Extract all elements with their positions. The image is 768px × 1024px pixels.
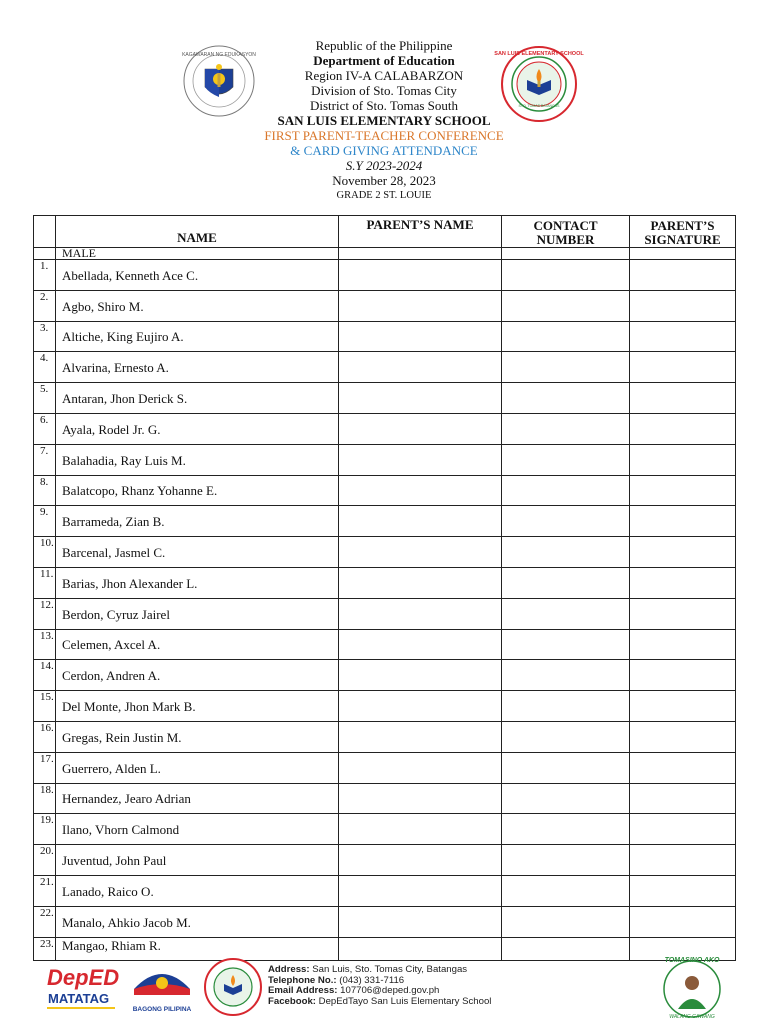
row-number: 4. — [34, 352, 56, 383]
badge-bottom-text: WALANG GAWANG — [669, 1014, 715, 1020]
header-grade-section: GRADE 2 ST. LOUIE — [336, 190, 432, 201]
row-number: 5. — [34, 383, 56, 414]
document-footer — [0, 953, 768, 1024]
footer-school-logo — [203, 957, 263, 1017]
parent-name-cell[interactable] — [339, 321, 502, 352]
header-event-title: FIRST PARENT-TEACHER CONFERENCE — [264, 128, 504, 143]
row-number: 12. — [34, 598, 56, 629]
phone-value: (043) 331-7116 — [339, 974, 405, 986]
signature-cell[interactable] — [630, 413, 736, 444]
signature-cell[interactable] — [630, 660, 736, 691]
signature-cell[interactable] — [630, 290, 736, 321]
header-division: Division of Sto. Tomas City — [311, 83, 457, 98]
student-name: Altiche, King Eujiro A. — [56, 321, 339, 352]
contact-number-cell[interactable] — [502, 537, 630, 568]
parent-name-cell[interactable] — [339, 290, 502, 321]
row-number: 19. — [34, 814, 56, 845]
table-row — [34, 537, 736, 568]
header-school-year: S.Y 2023-2024 — [345, 158, 423, 173]
signature-cell[interactable] — [630, 752, 736, 783]
row-number: 11. — [34, 567, 56, 598]
signature-cell[interactable] — [630, 321, 736, 352]
table-row — [34, 906, 736, 937]
table-row — [34, 845, 736, 876]
table-row — [34, 814, 736, 845]
row-number: 23. — [34, 937, 56, 960]
student-name: Alvarina, Ernesto A. — [56, 352, 339, 383]
parent-name-cell[interactable] — [339, 260, 502, 291]
student-name: Balahadia, Ray Luis M. — [56, 444, 339, 475]
parent-name-cell[interactable] — [339, 845, 502, 876]
row-number: 17. — [34, 752, 56, 783]
table-row — [34, 506, 736, 537]
row-number: 13. — [34, 629, 56, 660]
row-number: 7. — [34, 444, 56, 475]
student-name: Guerrero, Alden L. — [56, 752, 339, 783]
contact-number-cell[interactable] — [502, 783, 630, 814]
row-number: 1. — [34, 260, 56, 291]
signature-cell[interactable] — [630, 383, 736, 414]
footer-contact-block — [268, 965, 491, 1007]
table-row — [34, 321, 736, 352]
student-name: Juventud, John Paul — [56, 845, 339, 876]
col-header-contact — [502, 216, 630, 248]
contact-number-cell[interactable] — [502, 260, 630, 291]
table-row — [34, 783, 736, 814]
contact-number-cell[interactable] — [502, 290, 630, 321]
parent-name-cell[interactable] — [339, 537, 502, 568]
parent-name-cell[interactable] — [339, 691, 502, 722]
table-row — [34, 721, 736, 752]
contact-number-cell[interactable] — [502, 629, 630, 660]
contact-number-cell[interactable] — [502, 383, 630, 414]
header-date: November 28, 2023 — [332, 173, 436, 188]
badge-top-text: TOMASINO AKO — [664, 957, 720, 964]
row-number: 22. — [34, 906, 56, 937]
row-number: 2. — [34, 290, 56, 321]
col-header-signature-line1: PARENT’S — [650, 218, 715, 233]
table-row — [34, 383, 736, 414]
contact-number-cell[interactable] — [502, 506, 630, 537]
table-row — [34, 629, 736, 660]
student-name: Manalo, Ahkio Jacob M. — [56, 906, 339, 937]
student-name: Balatcopo, Rhanz Yohanne E. — [56, 475, 339, 506]
parent-name-cell[interactable] — [339, 875, 502, 906]
student-name: Celemen, Axcel A. — [56, 629, 339, 660]
table-row — [34, 567, 736, 598]
student-name: Agbo, Shiro M. — [56, 290, 339, 321]
signature-cell[interactable] — [630, 691, 736, 722]
facebook-value: DepEdTayo San Luis Elementary School — [318, 995, 492, 1007]
document-header — [0, 38, 768, 203]
row-number: 3. — [34, 321, 56, 352]
row-number: 8. — [34, 475, 56, 506]
col-header-name: NAME — [56, 216, 339, 248]
student-name: Del Monte, Jhon Mark B. — [56, 691, 339, 722]
student-name: Antaran, Jhon Derick S. — [56, 383, 339, 414]
table-row — [34, 290, 736, 321]
parent-name-cell[interactable] — [339, 475, 502, 506]
contact-number-cell[interactable] — [502, 598, 630, 629]
address-value: San Luis, Sto. Tomas City, Batangas — [312, 964, 468, 975]
student-name: Barcenal, Jasmel C. — [56, 537, 339, 568]
group-parent-cell — [339, 248, 502, 260]
parent-name-cell[interactable] — [339, 906, 502, 937]
table-row — [34, 598, 736, 629]
signature-cell[interactable] — [630, 721, 736, 752]
table-row — [34, 352, 736, 383]
student-name: Ilano, Vhorn Calmond — [56, 814, 339, 845]
col-header-parent-name: PARENT’S NAME — [339, 216, 502, 248]
student-name: Hernandez, Jearo Adrian — [56, 783, 339, 814]
table-row — [34, 260, 736, 291]
header-school-name: SAN LUIS ELEMENTARY SCHOOL — [277, 113, 491, 128]
header-republic: Republic of the Philippine — [315, 38, 453, 53]
student-name: Barias, Jhon Alexander L. — [56, 567, 339, 598]
parent-name-cell[interactable] — [339, 660, 502, 691]
email-label: Email Address: — [268, 985, 338, 996]
table-row — [34, 413, 736, 444]
table-row — [34, 875, 736, 906]
signature-cell[interactable] — [630, 598, 736, 629]
row-number: 9. — [34, 506, 56, 537]
header-event-subtitle: & CARD GIVING ATTENDANCE — [290, 143, 478, 158]
signature-cell[interactable] — [630, 352, 736, 383]
table-row — [34, 660, 736, 691]
parent-name-cell[interactable] — [339, 413, 502, 444]
contact-number-cell[interactable] — [502, 413, 630, 444]
contact-number-cell[interactable] — [502, 475, 630, 506]
phone-label: Telephone No.: — [268, 974, 337, 986]
parent-name-cell[interactable] — [339, 598, 502, 629]
contact-number-cell[interactable] — [502, 691, 630, 722]
contact-number-cell[interactable] — [502, 875, 630, 906]
contact-number-cell[interactable] — [502, 814, 630, 845]
student-name: Mangao, Rhiam R. — [56, 937, 339, 960]
bagong-pilipinas-logo — [130, 961, 194, 1019]
facebook-label: Facebook: — [268, 995, 316, 1007]
header-district: District of Sto. Tomas South — [310, 98, 458, 113]
group-label-male: MALE — [56, 248, 339, 260]
col-header-contact-line2: NUMBER — [536, 232, 595, 247]
student-name: Abellada, Kenneth Ace C. — [56, 260, 339, 291]
signature-cell[interactable] — [630, 506, 736, 537]
col-header-signature — [630, 216, 736, 248]
signature-cell[interactable] — [630, 567, 736, 598]
email-value: 107706@deped.gov.ph — [340, 985, 440, 996]
parent-name-cell[interactable] — [339, 629, 502, 660]
contact-number-cell[interactable] — [502, 752, 630, 783]
row-number: 18. — [34, 783, 56, 814]
parent-name-cell[interactable] — [339, 383, 502, 414]
row-number: 20. — [34, 845, 56, 876]
signature-cell[interactable] — [630, 906, 736, 937]
contact-number-cell[interactable] — [502, 352, 630, 383]
contact-number-cell[interactable] — [502, 444, 630, 475]
student-name: Gregas, Rein Justin M. — [56, 721, 339, 752]
deped-seal-text: KAGAWARAN NG EDUKASYON — [182, 52, 256, 58]
contact-number-cell[interactable] — [502, 845, 630, 876]
student-name: Cerdon, Andren A. — [56, 660, 339, 691]
student-name: Berdon, Cyruz Jairel — [56, 598, 339, 629]
student-name: Lanado, Raico O. — [56, 875, 339, 906]
row-number: 15. — [34, 691, 56, 722]
signature-cell[interactable] — [630, 260, 736, 291]
attendance-table — [33, 215, 736, 961]
row-number: 16. — [34, 721, 56, 752]
signature-cell[interactable] — [630, 475, 736, 506]
student-name: Ayala, Rodel Jr. G. — [56, 413, 339, 444]
tomasino-badge-logo — [660, 953, 724, 1021]
contact-number-cell[interactable] — [502, 721, 630, 752]
address-label: Address: — [268, 964, 310, 975]
table-row — [34, 475, 736, 506]
parent-name-cell[interactable] — [339, 721, 502, 752]
parent-name-cell[interactable] — [339, 814, 502, 845]
row-number: 14. — [34, 660, 56, 691]
student-name: Barrameda, Zian B. — [56, 506, 339, 537]
signature-cell[interactable] — [630, 629, 736, 660]
table-row — [34, 752, 736, 783]
table-row — [34, 691, 736, 722]
deped-matatag-logo — [45, 961, 120, 1013]
table-row — [34, 444, 736, 475]
parent-name-cell[interactable] — [339, 444, 502, 475]
signature-cell[interactable] — [630, 537, 736, 568]
header-department: Department of Education — [313, 53, 455, 68]
group-number-cell — [34, 248, 56, 260]
signature-cell[interactable] — [630, 814, 736, 845]
contact-number-cell[interactable] — [502, 906, 630, 937]
signature-cell[interactable] — [630, 783, 736, 814]
parent-name-cell[interactable] — [339, 783, 502, 814]
group-signature-cell — [630, 248, 736, 260]
bagong-pilipinas-text: BAGONG PILIPINA — [132, 1006, 192, 1013]
contact-number-cell[interactable] — [502, 660, 630, 691]
matatag-wordmark: MATATAG — [48, 991, 110, 1006]
col-header-signature-line2: SIGNATURE — [644, 232, 721, 247]
group-contact-cell — [502, 248, 630, 260]
signature-cell[interactable] — [630, 444, 736, 475]
row-number: 21. — [34, 875, 56, 906]
parent-name-cell[interactable] — [339, 752, 502, 783]
contact-number-cell[interactable] — [502, 567, 630, 598]
parent-name-cell[interactable] — [339, 352, 502, 383]
school-logo-text: SAN LUIS ELEMENTARY SCHOOL — [494, 51, 584, 57]
parent-name-cell[interactable] — [339, 567, 502, 598]
col-header-number — [34, 216, 56, 248]
col-header-contact-line1: CONTACT — [533, 218, 598, 233]
row-number: 10. — [34, 537, 56, 568]
signature-cell[interactable] — [630, 875, 736, 906]
deped-wordmark: DepED — [47, 965, 120, 990]
signature-cell[interactable] — [630, 845, 736, 876]
contact-number-cell[interactable] — [502, 321, 630, 352]
school-logo-subtext: STO. TOMAS BATANGAS — [518, 104, 560, 108]
header-region: Region IV-A CALABARZON — [304, 68, 464, 83]
row-number: 6. — [34, 413, 56, 444]
parent-name-cell[interactable] — [339, 506, 502, 537]
